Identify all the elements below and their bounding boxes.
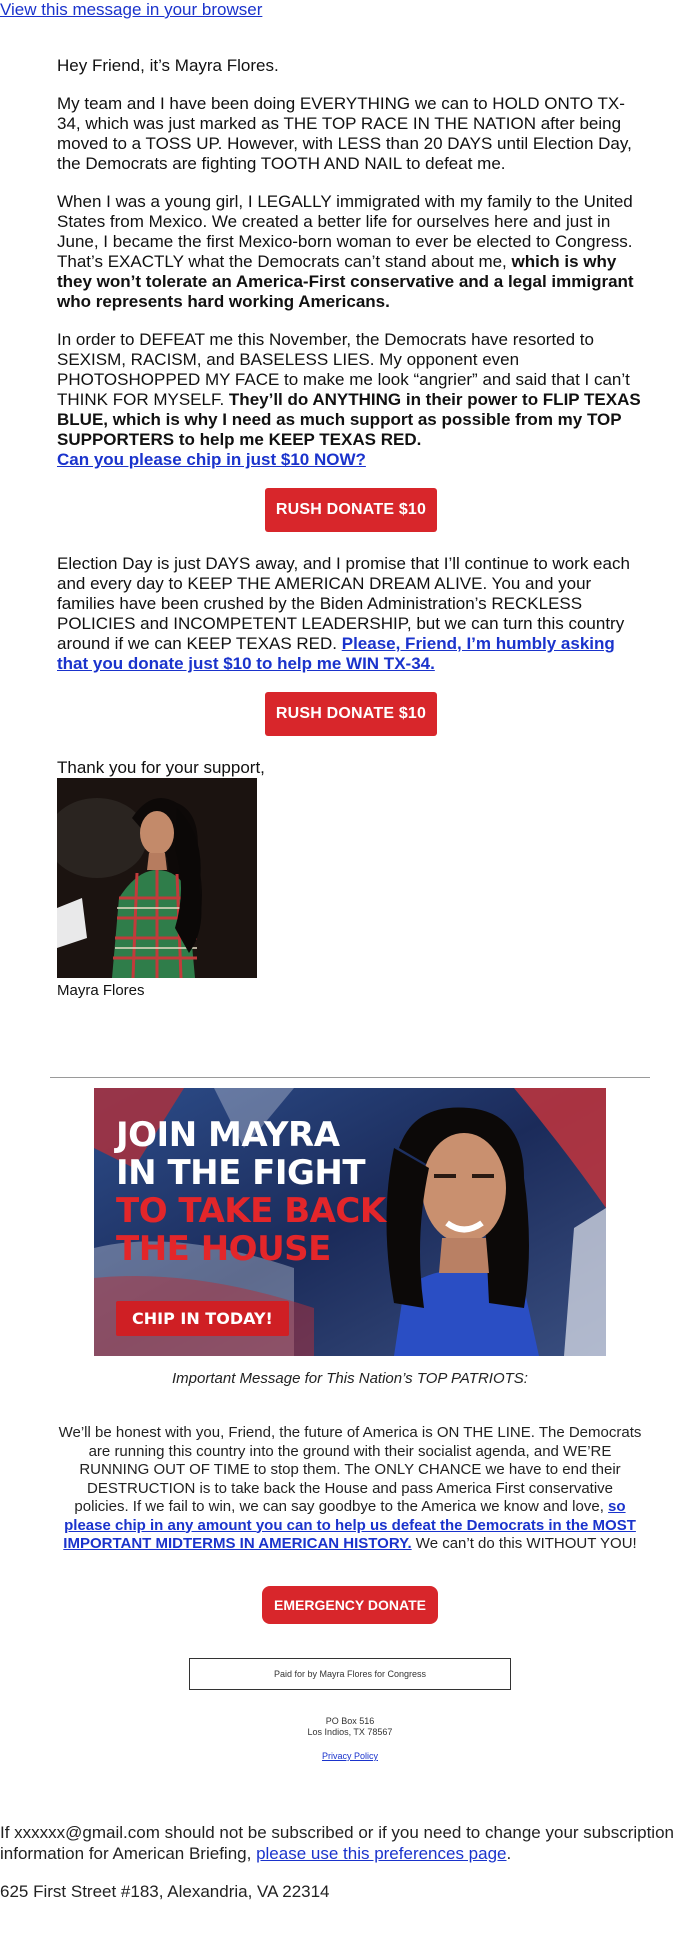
- campaign-address: [0, 1716, 700, 1738]
- view-in-browser-link[interactable]: View this message in your browser: [0, 0, 263, 19]
- paragraph-3: [57, 330, 645, 470]
- appeal-body-text: We’ll be honest with you, Friend, the future of America is ON THE LINE. The Democrats are running this country into the ground with their socialist agenda, and WE’RE RUNNING OUT OF TIME to stop them. The ONLY CHANCE we have to end their DESTRUCTION is to take back the House and pass America First conservative policies. If we fail to win, we can say goodbye to the America we know and love,: [58, 1424, 642, 1515]
- appeal-body-tail: We can’t do this WITHOUT YOU!: [411, 1535, 637, 1552]
- emergency-button-row: [0, 1586, 700, 1624]
- preferences-page-link[interactable]: please use this preferences page: [256, 1844, 507, 1863]
- banner-line-2: IN THE FIGHT: [116, 1153, 366, 1193]
- candidate-photo: [57, 778, 257, 978]
- banner-chip-in-button[interactable]: CHIP IN TODAY!: [116, 1301, 289, 1336]
- greeting: Hey Friend, it’s Mayra Flores.: [57, 56, 279, 75]
- rush-donate-button-2[interactable]: RUSH DONATE $10: [265, 692, 437, 736]
- signoff: Thank you for your support,: [57, 758, 265, 777]
- section-divider: [50, 1077, 650, 1078]
- banner-line-4: THE HOUSE: [116, 1229, 331, 1269]
- privacy-row: [0, 1751, 700, 1761]
- privacy-policy-link[interactable]: Privacy Policy: [321, 1751, 378, 1761]
- join-mayra-banner[interactable]: [94, 1088, 606, 1356]
- paid-for-disclaimer: Paid for by Mayra Flores for Congress: [189, 1658, 511, 1690]
- paragraph-4-text: Election Day is just DAYS away, and I promise that I’ll continue to work each and every day to KEEP THE AMERICAN DREAM ALIVE. You and your families have been crushed by the Biden Administration’s RECKLESS POLICIES and INCOMPETENT LEADERSHIP, but we can turn this country around if we can KEEP TEXAS RED.: [57, 554, 630, 653]
- emergency-donate-button[interactable]: EMERGENCY DONATE: [262, 1586, 438, 1624]
- chip-in-10-link[interactable]: Can you please chip in just $10 NOW?: [57, 450, 366, 469]
- paragraph-3-text: In order to DEFEAT me this November, the Democrats have resorted to SEXISM, RACISM, and BASELESS LIES. My opponent even PHOTOSHOPPED MY FACE to make me look “angrier” and said that I can’t THINK FOR MYSELF.: [57, 330, 630, 409]
- donate-win-tx34-link[interactable]: Please, Friend, I’m humbly asking that you donate just $10 to help me WIN TX-34.: [57, 634, 615, 673]
- paragraph-4: [57, 554, 645, 674]
- sender-address: 625 First Street #183, Alexandria, VA 22314: [0, 1882, 330, 1901]
- paragraph-1: My team and I have been doing EVERYTHING we can to HOLD ONTO TX-34, which was just marked as THE TOP RACE IN THE NATION after being moved to a TOSS UP. However, with LESS than 20 DAYS until Election Day, the Democrats are fighting TOOTH AND NAIL to defeat me.: [57, 94, 632, 173]
- subscription-note: [0, 1822, 690, 1864]
- rush-donate-button-1[interactable]: RUSH DONATE $10: [265, 488, 437, 532]
- appeal-heading: Important Message for This Nation’s TOP PATRIOTS:: [172, 1370, 528, 1387]
- button-row-1: [57, 488, 645, 532]
- banner-line-3: TO TAKE BACK: [116, 1191, 386, 1231]
- appeal-body: [58, 1424, 642, 1554]
- subscription-note-end: .: [506, 1844, 512, 1863]
- letter-body: [57, 56, 645, 1001]
- banner-headline: [116, 1116, 386, 1268]
- subscription-note-text: If xxxxxx@gmail.com should not be subscribed or if you need to change your subscription information for American Briefing,: [0, 1823, 674, 1863]
- paragraph-2-bold: which is why they won’t tolerate an America-First conservative and a legal immigrant who represents hard working Americans.: [57, 252, 634, 311]
- paragraph-2: [57, 192, 645, 312]
- banner-line-1: JOIN MAYRA: [116, 1115, 340, 1155]
- po-box: PO Box 516: [325, 1716, 375, 1726]
- button-row-2: [57, 692, 645, 736]
- candidate-photo-art: [57, 778, 257, 978]
- paragraph-3-bold: They’ll do ANYTHING in their power to FLIP TEXAS BLUE, which is why I need as much support as possible from my TOP SUPPORTERS to help me KEEP TEXAS RED.: [57, 390, 641, 449]
- campaign-city: Los Indios, TX 78567: [307, 1727, 393, 1737]
- signature-name: Mayra Flores: [57, 982, 145, 999]
- appeal-donate-link[interactable]: so please chip in any amount you can to help us defeat the Democrats in the MOST IMPORTANT MIDTERMS IN AMERICAN HISTORY.: [63, 1498, 636, 1552]
- paragraph-2-text: When I was a young girl, I LEGALLY immigrated with my family to the United States from Mexico. We created a better life for ourselves here and just in June, I became the first Mexico-born woman to ever be elected to Congress. That’s EXACTLY what the Democrats can’t stand about me,: [57, 192, 633, 271]
